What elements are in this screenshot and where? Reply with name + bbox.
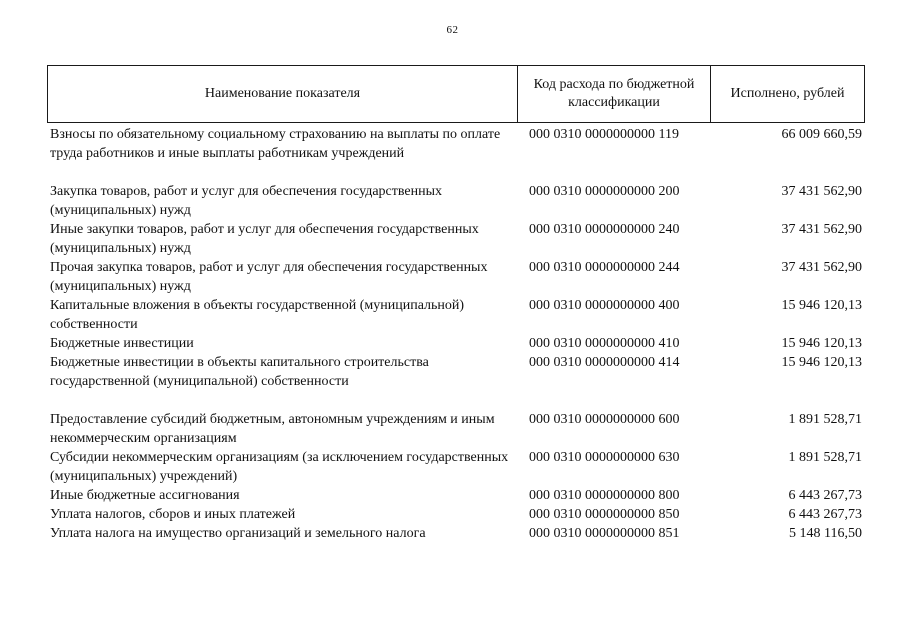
row-amount: 15 946 120,13 (781, 355, 862, 370)
row-name: Иные бюджетные ассигнования (50, 488, 240, 503)
table-header (47, 65, 865, 123)
row-code: 000 0310 0000000000 400 (529, 298, 680, 313)
row-amount: 5 148 116,50 (789, 526, 862, 541)
table-row (47, 220, 865, 258)
row-name: Прочая закупка товаров, работ и услуг для обеспечения государственных (муниципальных) нужд (50, 260, 488, 294)
row-name: Субсидии некоммерческим организациям (за исключением государственных (муниципальных) учреждений) (50, 450, 509, 484)
table-row (47, 524, 865, 543)
budget-table (47, 65, 865, 543)
row-amount: 15 946 120,13 (781, 336, 862, 351)
row-name: Иные закупки товаров, работ и услуг для обеспечения государственных (муниципальных) нужд (50, 222, 479, 256)
table-row (47, 486, 865, 505)
row-code: 000 0310 0000000000 240 (529, 222, 680, 237)
row-code: 000 0310 0000000000 630 (529, 450, 680, 465)
row-code: 000 0310 0000000000 244 (529, 260, 680, 275)
row-name: Взносы по обязательному социальному страхованию на выплаты по оплате труда работников и иные выплаты работникам учреждений (50, 127, 501, 161)
row-code: 000 0310 0000000000 414 (529, 355, 680, 370)
row-code: 000 0310 0000000000 200 (529, 184, 680, 199)
table-row (47, 505, 865, 524)
row-name: Капитальные вложения в объекты государственной (муниципальной) собственности (50, 298, 465, 332)
row-amount: 37 431 562,90 (781, 260, 862, 275)
row-code: 000 0310 0000000000 600 (529, 412, 680, 427)
row-amount: 6 443 267,73 (788, 507, 862, 522)
row-amount: 15 946 120,13 (781, 298, 862, 313)
row-code: 000 0310 0000000000 119 (529, 127, 679, 142)
table-row (47, 258, 865, 296)
row-code: 000 0310 0000000000 851 (529, 526, 680, 541)
page-number: 62 (446, 24, 459, 36)
table-row (47, 448, 865, 486)
row-amount: 37 431 562,90 (781, 222, 862, 237)
row-code: 000 0310 0000000000 850 (529, 507, 680, 522)
table-row (47, 182, 865, 220)
row-code: 000 0310 0000000000 410 (529, 336, 680, 351)
row-amount: 1 891 528,71 (788, 450, 862, 465)
row-amount: 37 431 562,90 (781, 184, 862, 199)
row-name: Бюджетные инвестиции в объекты капитального строительства государственной (муниципальной) собственности (50, 355, 429, 389)
header-amount: Исполнено, рублей (730, 86, 845, 101)
row-name: Закупка товаров, работ и услуг для обеспечения государственных (муниципальных) нужд (50, 184, 443, 218)
table-row (47, 410, 865, 448)
row-name: Бюджетные инвестиции (50, 336, 194, 351)
table-body (47, 125, 865, 543)
row-amount: 66 009 660,59 (781, 127, 862, 142)
table-row (47, 334, 865, 353)
header-name: Наименование показателя (48, 66, 518, 122)
table-row (47, 296, 865, 334)
header-code: Код расхода по бюджетной классификации (518, 66, 711, 122)
row-code: 000 0310 0000000000 800 (529, 488, 680, 503)
row-amount: 6 443 267,73 (788, 488, 862, 503)
row-name: Уплата налогов, сборов и иных платежей (50, 507, 296, 522)
table-row (47, 353, 865, 391)
table-row (47, 125, 865, 163)
row-amount: 1 891 528,71 (788, 412, 862, 427)
row-name: Предоставление субсидий бюджетным, автономным учреждениям и иным некоммерческим организациям (50, 412, 495, 446)
row-name: Уплата налога на имущество организаций и земельного налога (50, 526, 426, 541)
